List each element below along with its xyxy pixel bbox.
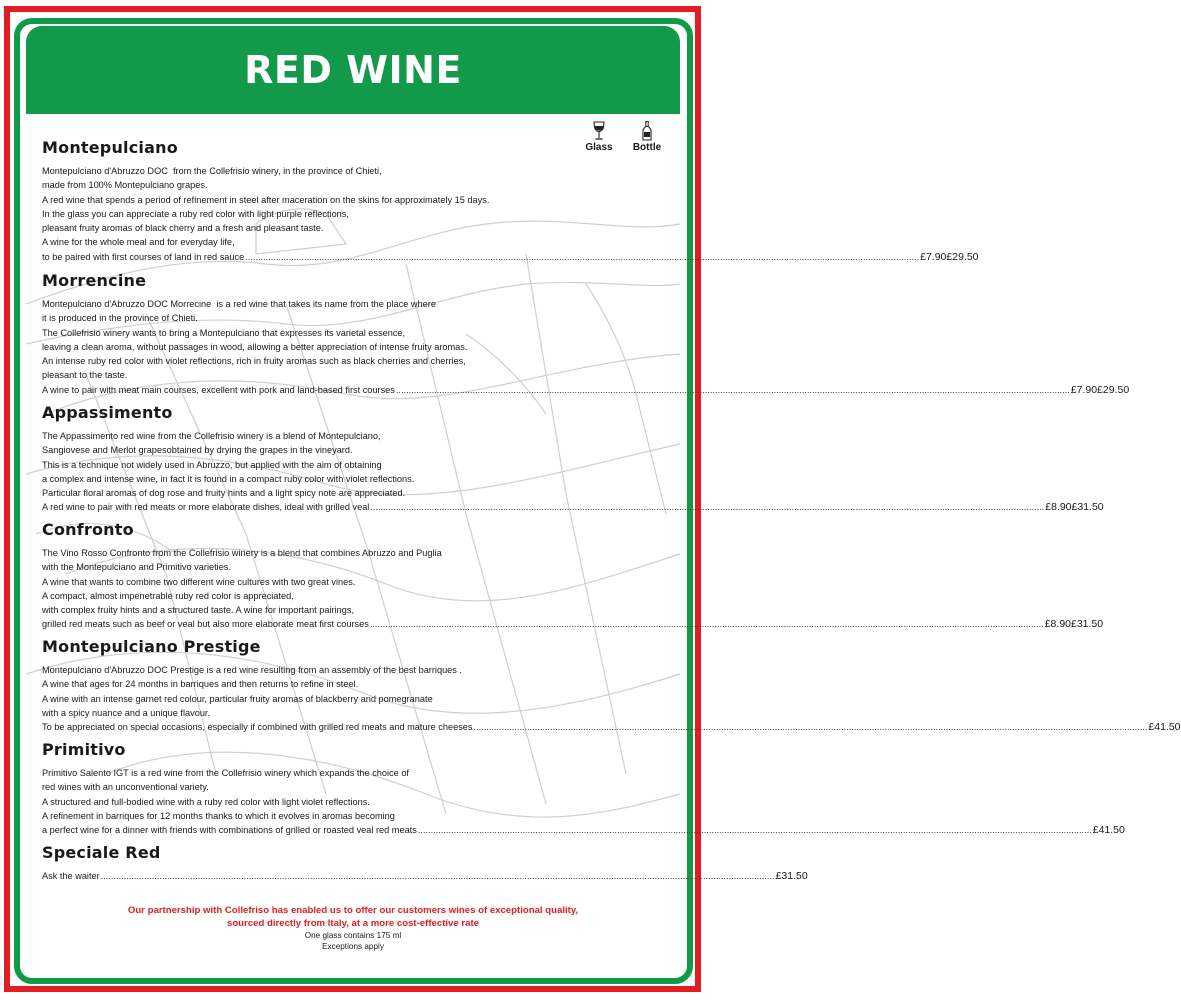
bottle-price: £29.50: [946, 250, 979, 263]
glass-label: Glass: [585, 142, 613, 153]
wine-item-appassimento: [42, 403, 1104, 515]
wine-pairing-line: grilled red meats such as beef or veal but also more elaborate meat first courses: [42, 619, 369, 630]
wine-description-line: Montepulciano d'Abruzzo DOC Prestige is a red wine resulting from an assembly of the best barriques .: [42, 665, 462, 675]
wine-name: Appassimento: [42, 403, 173, 422]
dot-leader: ........................................................................................................................................................................................................................................................................: [245, 251, 920, 262]
wine-description-line: An intense ruby red color with violet reflections, rich in fruity aromas such as black cherries and cherries,: [42, 356, 466, 367]
wine-description-line: made from 100% Montepulciano grapes.: [42, 180, 208, 191]
wine-description-line: This is a technique not widely used in Abruzzo, but applied with the aim of obtaining: [42, 459, 382, 470]
glass-price: £8.90: [1045, 501, 1072, 514]
wine-item-confronto: [42, 520, 1104, 632]
wine-name: Primitivo: [42, 740, 126, 759]
price-line: [42, 869, 808, 883]
wine-name: Morrencine: [42, 271, 147, 290]
wine-description-line: A compact, almost impenetrable ruby red color is appreciated,: [42, 590, 294, 601]
wine-item-morrencine: [42, 271, 1130, 397]
wine-description-line: Particular floral aromas of dog rose and fruity hints and a light spicy note are appreciated.: [42, 488, 406, 499]
wine-name: Montepulciano: [42, 138, 178, 157]
glass-price: £7.90: [1070, 383, 1098, 396]
wine-description-line: pleasant fruity aromas of black cherry and a fresh and pleasant taste.: [42, 223, 324, 234]
price-line: [42, 250, 979, 264]
wine-description-line: with a spicy nuance and a unique flavour.: [42, 707, 211, 718]
wine-description-line: it is produced in the province of Chieti.: [42, 313, 198, 324]
dot-leader: ........................................................................................................................................................................................................................................................................: [473, 722, 1148, 733]
wine-pairing-line: To be appreciated on special occasions, especially if combined with grilled red meats and mature cheeses: [42, 722, 473, 733]
wine-pairing-line: A red wine to pair with red meats or more elaborate dishes, ideal with grilled veal: [42, 502, 370, 513]
bottle-price: £29.50: [1097, 383, 1130, 396]
bottle-price: £41.50: [1092, 824, 1125, 837]
wine-pairing-line: to be paired with first courses of land in red sauce: [42, 251, 245, 262]
wine-description-line: red wines with an unconventional variety.: [42, 782, 209, 793]
glass-size-note: One glass contains 175 ml: [304, 931, 402, 940]
wine-description-line: A wine for the whole meal and for everyday life,: [42, 237, 235, 248]
bottle-price: £31.50: [1071, 501, 1104, 514]
price-line: [42, 383, 1130, 397]
wine-description-line: leaving a clean aroma, without passages in wood, allowing a better appreciation of intense fruity aromas.: [42, 341, 468, 352]
wine-description-line: with complex fruity hints and a structured taste. A wine for important pairings,: [42, 605, 355, 616]
wine-description-line: A wine that ages for 24 months in barriques and then returns to refine in steel.: [42, 679, 359, 690]
wine-description-line: A wine that wants to combine two different wine cultures with two great vines.: [42, 576, 356, 587]
wine-item-primitivo: [42, 740, 1125, 837]
wine-description-line: A wine with an intense garnet red colour, particular fruity aromas of blackberry and pomegranate: [42, 693, 433, 704]
wine-description-line: Primitivo Salento IGT is a red wine from the Collefrisio winery which expands the choice of: [42, 768, 409, 778]
wine-description-line: with the Montepulciano and Primitivo varieties.: [42, 562, 231, 573]
wine-description-line: a complex and intense wine, in fact it is found in a compact ruby color with violet reflections.: [42, 473, 415, 484]
wine-description-line: The Collefrisio winery wants to bring a Montepulciano that expresses its varietal essence,: [42, 327, 406, 338]
wine-description-line: The Appassimento red wine from the Collefrisio winery is a blend of Montepulciano,: [42, 431, 381, 441]
wine-description-line: In the glass you can appreciate a ruby red color with light purple reflections,: [42, 208, 349, 219]
dot-leader: ........................................................................................................................................................................................................................................................................: [369, 619, 1044, 630]
dot-leader: ........................................................................................................................................................................................................................................................................: [100, 871, 775, 881]
bottle-price: £31.50: [775, 870, 808, 882]
wine-pairing-line: a perfect wine for a dinner with friends with combinations of grilled or roasted veal red meats: [42, 825, 417, 836]
wine-description-line: Montepulciano d'Abruzzo DOC from the Collefrisio winery, in the province of Chieti,: [42, 166, 382, 176]
exceptions-note: Exceptions apply: [322, 942, 384, 951]
partnership-note-line-1: Our partnership with Collefriso has enabled us to offer our customers wines of exceptional quality,: [127, 905, 579, 916]
title-banner: [26, 26, 680, 114]
wine-description-line: A refinement in barriques for 12 months thanks to which it evolves in aromas becoming: [42, 810, 395, 821]
menu-title: RED WINE: [244, 48, 462, 92]
bottle-label: Bottle: [632, 142, 662, 153]
glass-price: £7.90: [920, 250, 947, 263]
wine-description-line: The Vino Rosso Confronto from the Collefrisio winery is a blend that combines Abruzzo and Puglia: [42, 548, 442, 558]
menu-footer: [26, 904, 680, 952]
price-line: [42, 720, 1181, 734]
glass-price: £8.90: [1044, 618, 1071, 631]
bottle-price: £31.50: [1071, 618, 1104, 631]
wine-item-montepulciano-prestige: [42, 637, 1181, 734]
wine-description-line: Montepulciano d'Abruzzo DOC Morrecine is a red wine that takes its name from the place where: [42, 299, 436, 309]
wine-item-montepulciano: [42, 138, 979, 264]
wine-pairing-line: Ask the waiter: [42, 871, 100, 881]
wine-description-line: Sangiovese and Merlot grapesobtained by drying the grapes in the vineyard.: [42, 445, 353, 456]
price-line: [42, 823, 1125, 837]
dot-leader: ........................................................................................................................................................................................................................................................................: [417, 825, 1092, 836]
price-line: [42, 617, 1104, 631]
partnership-note-line-2: sourced directly from Italy, at a more cost-effective rate: [226, 918, 479, 929]
dot-leader: ........................................................................................................................................................................................................................................................................: [370, 502, 1045, 513]
wine-name: Speciale Red: [42, 843, 161, 862]
dot-leader: ........................................................................................................................................................................................................................................................................: [395, 384, 1070, 395]
price-line: [42, 500, 1104, 514]
wine-pairing-line: A wine to pair with meat main courses, excellent with pork and land-based first courses: [42, 384, 395, 395]
wine-description-line: A structured and full-bodied wine with a ruby red color with light violet reflections.: [42, 796, 370, 807]
wine-item-speciale-red: [42, 843, 808, 883]
wine-description-line: A red wine that spends a period of refinement in steel after maceration on the skins for approximately 15 days.: [42, 194, 490, 205]
wine-name: Confronto: [42, 520, 134, 539]
wine-description-line: pleasant to the taste.: [42, 370, 128, 381]
bottle-price: £41.50: [1148, 721, 1181, 734]
wine-name: Montepulciano Prestige: [42, 637, 261, 656]
